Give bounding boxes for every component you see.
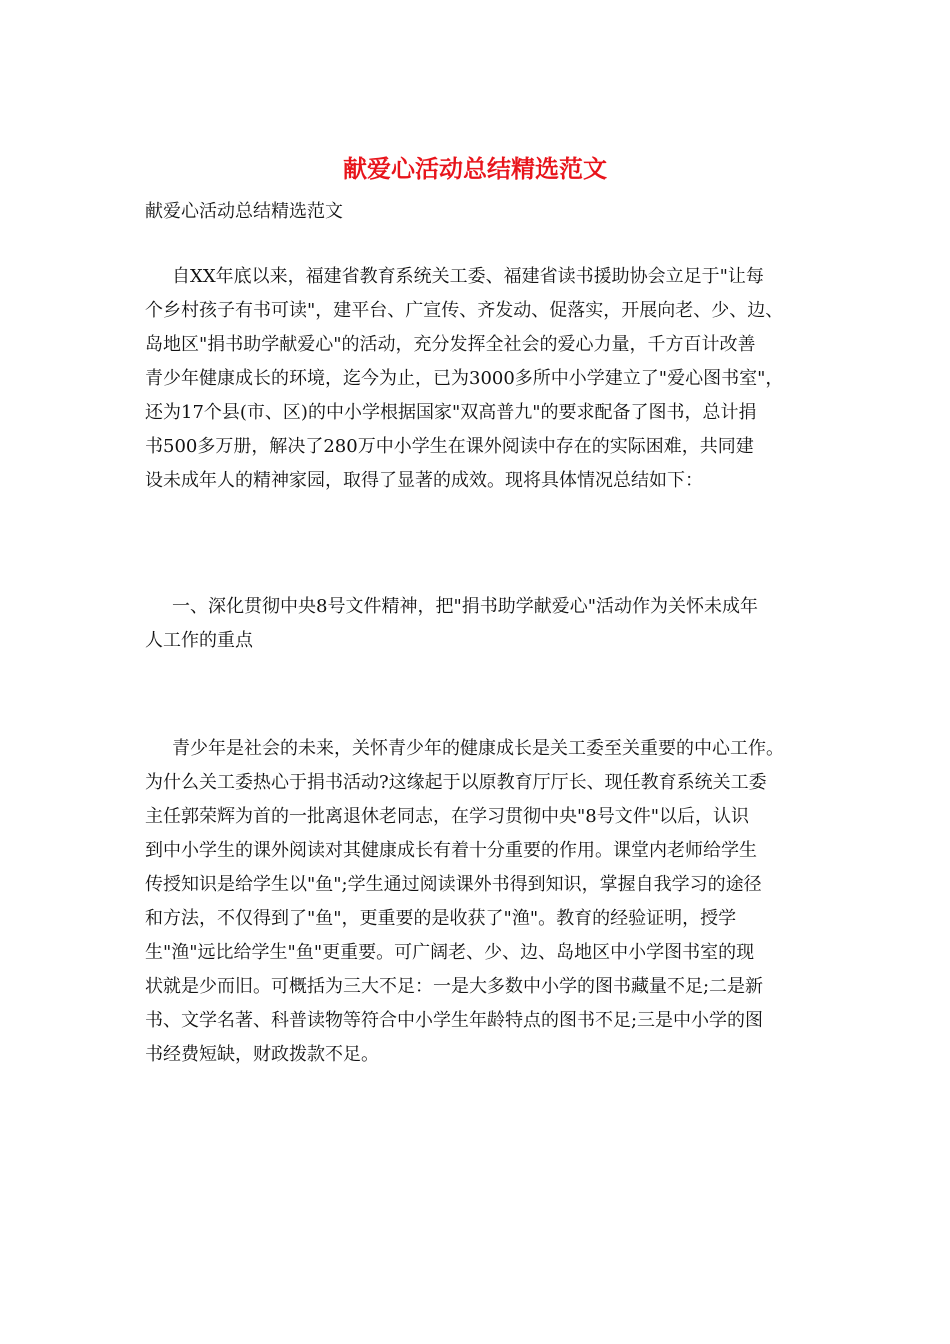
paragraph-line: 和方法，不仅得到了"鱼"，更重要的是收获了"渔"。教育的经验证明，授学 — [145, 908, 737, 929]
paragraph-line: 青少年是社会的未来，关怀青少年的健康成长是关工委至关重要的中心工作。 — [172, 738, 784, 759]
paragraph-line: 设未成年人的精神家园，取得了显著的成效。现将具体情况总结如下： — [145, 470, 703, 491]
paragraph-line: 书、文学名著、科普读物等符合中小学生年龄特点的图书不足;三是中小学的图 — [145, 1010, 764, 1031]
paragraph-line: 传授知识是给学生以"鱼";学生通过阅读课外书得到知识，掌握自我学习的途径 — [145, 874, 762, 895]
paragraph-line: 一、深化贯彻中央8号文件精神，把"捐书助学献爱心"活动作为关怀未成年 — [172, 596, 759, 617]
paragraph-line: 还为17个县(市、区)的中小学根据国家"双高普九"的要求配备了图书，总计捐 — [145, 402, 757, 423]
document-title: 献爱心活动总结精选范文 — [343, 154, 607, 183]
paragraph-line: 生"渔"远比给学生"鱼"更重要。可广阔老、少、边、岛地区中小学图书室的现 — [145, 942, 755, 963]
paragraph-line: 书500多万册，解决了280万中小学生在课外阅读中存在的实际困难，共同建 — [145, 436, 754, 457]
paragraph-line: 主任郭荣辉为首的一批离退休老同志，在学习贯彻中央"8号文件"以后，认识 — [145, 806, 750, 827]
section-heading-1 — [145, 590, 817, 658]
paragraph-line: 状就是少而旧。可概括为三大不足：一是大多数中小学的图书藏量不足;二是新 — [145, 976, 764, 997]
paragraph-line: 到中小学生的课外阅读对其健康成长有着十分重要的作用。课堂内老师给学生 — [145, 840, 757, 861]
paragraph-line: 个乡村孩子有书可读"，建平台、广宣传、齐发动、促落实，开展向老、少、边、 — [145, 300, 784, 321]
paragraph-intro — [145, 260, 817, 498]
paragraph-line: 青少年健康成长的环境，迄今为止，已为3000多所中小学建立了"爱心图书室"， — [145, 368, 784, 389]
paragraph-line: 书经费短缺，财政拨款不足。 — [145, 1044, 379, 1065]
paragraph-line: 自XX年底以来，福建省教育系统关工委、福建省读书援助协会立足于"让每 — [172, 266, 764, 287]
paragraph-body — [145, 732, 817, 1072]
paragraph-line: 人工作的重点 — [145, 630, 253, 651]
paragraph-line: 为什么关工委热心于捐书活动?这缘起于以原教育厅厅长、现任教育系统关工委 — [145, 772, 767, 793]
document-subtitle: 献爱心活动总结精选范文 — [145, 201, 343, 222]
paragraph-line: 岛地区"捐书助学献爱心"的活动，充分发挥全社会的爱心力量，千方百计改善 — [145, 334, 756, 355]
